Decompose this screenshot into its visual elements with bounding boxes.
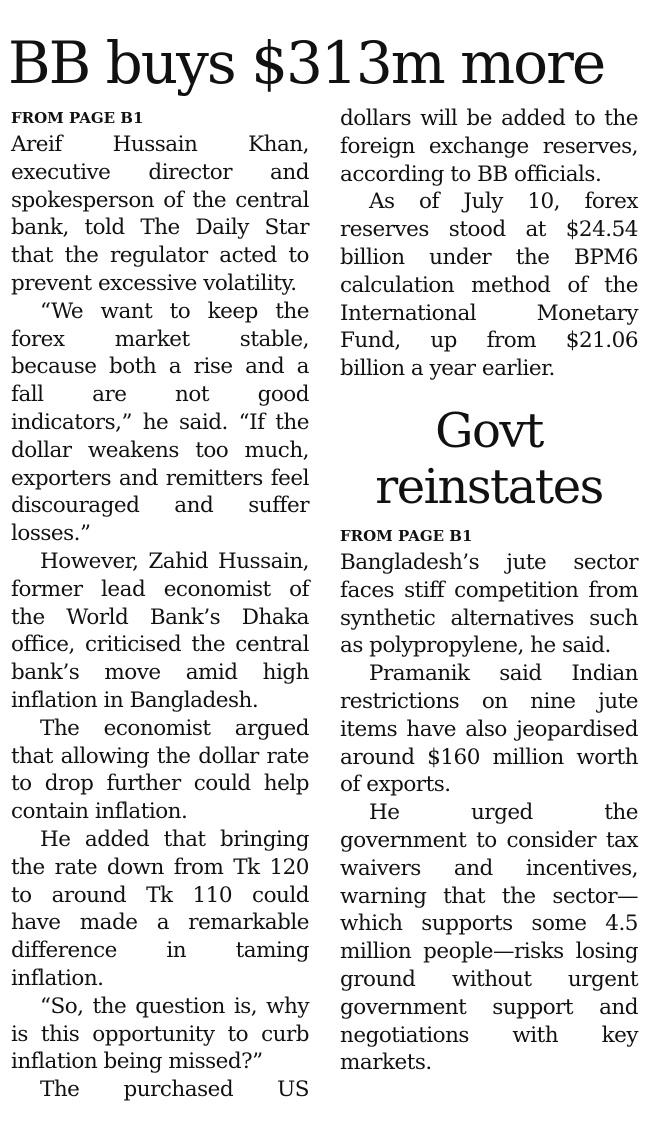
story1-continued-paragraph-1: dollars will be added to the foreign exchange reserves, according to BB officials. xyxy=(340,106,638,187)
right-column xyxy=(340,105,638,1077)
story1-paragraph-5: He added that bringing the rate down from Tk 120 to around Tk 110 could have made a remarkable difference in taming inflation. xyxy=(11,826,309,991)
story2-jump-label: FROM PAGE B1 xyxy=(340,526,473,545)
story1-paragraph-7: The purchased US xyxy=(40,1077,309,1103)
story1-continued-paragraph-2: As of July 10, forex reserves stood at $24.54 billion under the BPM6 calculation method of the International Monetary Fund, up from $21.06 billion a year earlier. xyxy=(340,189,638,382)
story1-paragraph-1: Areif Hussain Khan, executive director and spokesperson of the central bank, told The Daily Star that the regulator acted to prevent excessive volatility. xyxy=(11,132,309,296)
story1-paragraph-2: “We want to keep the forex market stable, because both a rise and a fall are not good indicators,” he said. “If the dollar weakens too much, exporters and remitters feel discouraged and suffer losses.” xyxy=(11,298,309,547)
story2-paragraph-2: Pramanik said Indian restrictions on nine jute items have also jeopardised around $160 million worth of exports. xyxy=(340,661,638,798)
story1-left-column xyxy=(11,105,309,1104)
story1-paragraph-3: However, Zahid Hussain, former lead economist of the World Bank’s Dhaka office, criticised the central bank’s move amid high inflation in Bangladesh. xyxy=(11,548,309,713)
story1-jump-label: FROM PAGE B1 xyxy=(11,109,144,127)
story2-paragraph-1: Bangladesh’s jute sector faces stiff competition from synthetic alternatives such as polypropylene, he said. xyxy=(340,549,638,659)
story2-paragraph-3: He urged the government to consider tax waivers and incentives, warning that the sector—which supports some 4.5 million people—risks losing ground without urgent government support and negotiations with key markets. xyxy=(340,800,638,1076)
story1-headline: BB buys $313m more xyxy=(8,29,605,97)
story2-headline: Govt reinstates xyxy=(375,402,603,515)
story1-paragraph-6: “So, the question is, why is this opportunity to curb inflation being missed?” xyxy=(11,993,309,1075)
story1-paragraph-4: The economist argued that allowing the dollar rate to drop further could help contain inflation. xyxy=(11,715,309,825)
